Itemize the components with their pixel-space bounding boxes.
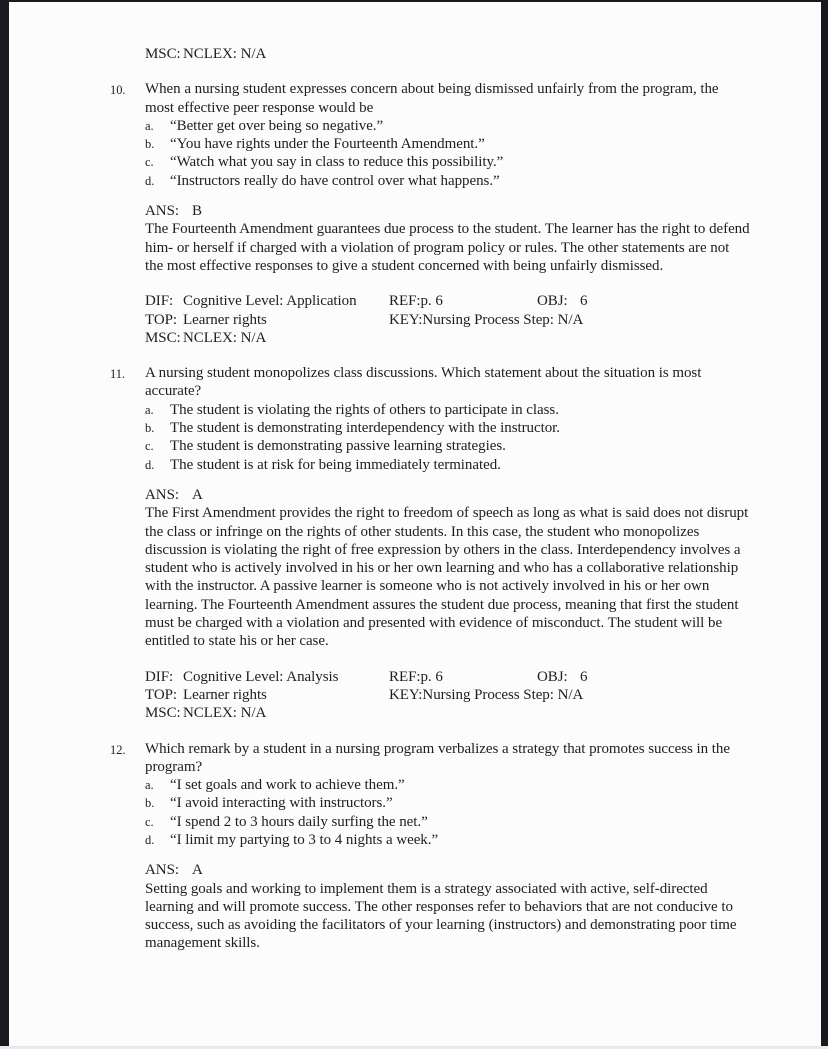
option-row [145, 794, 751, 812]
option-text: “I spend 2 to 3 hours daily surfing the net.” [170, 813, 428, 830]
option-row [145, 456, 751, 474]
meta-label: OBJ: [537, 293, 568, 310]
top-border [0, 0, 828, 2]
option-letter: d. [145, 173, 155, 188]
meta-value: p. 6 [420, 668, 443, 685]
answer-row [145, 486, 751, 504]
answer-label: ANS: [145, 486, 179, 503]
question-block-12 [110, 740, 751, 953]
meta-dif [145, 292, 389, 310]
option-row [145, 135, 751, 153]
meta-top [145, 686, 389, 704]
question-text: When a nursing student expresses concern about being dismissed unfairly from the program, the most effective peer response would be [145, 81, 719, 116]
rationale-text: The First Amendment provides the right to freedom of speech as long as what is said does not disrupt the class or infringe on the rights of other students. In this case, the student who monopolizes discussion is violating the right of free expression by others in the class. Interdependency involves a student who is actively involved in his or her own learning and who has a collaborative relationship with the instructor. A passive learner is someone who is not actively involved in his or her own learning. The Fourteenth Amendment assures the student due process, meaning that first the student must be charged with a violation and presented with evidence of misconduct. The student will be entitled to state his or her case. [145, 505, 749, 650]
question-head [110, 364, 751, 401]
meta-value: 6 [580, 668, 588, 685]
meta-msc [145, 329, 389, 347]
document-page [110, 45, 751, 953]
meta-value: 6 [580, 293, 588, 310]
option-text: “Watch what you say in class to reduce this possibility.” [170, 154, 504, 171]
option-text: “You have rights under the Fourteenth Amendment.” [170, 136, 485, 153]
meta-obj [537, 292, 751, 310]
meta-label: MSC: [145, 329, 181, 346]
option-row [145, 813, 751, 831]
meta-value: p. 6 [420, 293, 443, 310]
meta-label: MSC: [145, 705, 181, 722]
meta-label: TOP: [145, 311, 178, 328]
meta-value: NCLEX: N/A [183, 705, 267, 722]
question-block-11 [110, 364, 751, 722]
option-row [145, 831, 751, 849]
option-letter: a. [145, 402, 154, 417]
option-letter: a. [145, 118, 154, 133]
options-list [145, 401, 751, 474]
option-letter: c. [145, 814, 154, 829]
meta-value: Learner rights [183, 686, 267, 703]
right-border [821, 0, 828, 1049]
question-number: 10. [110, 83, 126, 98]
meta-obj [537, 668, 751, 686]
option-letter: d. [145, 457, 155, 472]
meta-top [145, 311, 389, 329]
carryover-meta-row [145, 45, 751, 63]
meta-label: REF: [389, 293, 421, 310]
answer-value: A [192, 486, 203, 503]
meta-value: NCLEX: N/A [183, 46, 267, 62]
meta-value: Nursing Process Step: N/A [422, 686, 584, 703]
options-list [145, 776, 751, 849]
meta-label: KEY: [389, 311, 423, 328]
options-list [145, 117, 751, 190]
left-border [0, 0, 9, 1049]
option-text: “Better get over being so negative.” [170, 117, 384, 134]
option-text: The student is demonstrating passive learning strategies. [170, 438, 506, 455]
option-letter: c. [145, 155, 154, 170]
question-text: Which remark by a student in a nursing program verbalizes a strategy that promotes success in the program? [145, 740, 730, 775]
meta-label: REF: [389, 668, 421, 685]
answer-label: ANS: [145, 203, 179, 220]
meta-label: KEY: [389, 686, 423, 703]
meta-label: TOP: [145, 686, 178, 703]
option-letter: b. [145, 421, 155, 436]
option-text: The student is at risk for being immediately terminated. [170, 456, 501, 473]
meta-label: MSC: [145, 46, 181, 62]
question-number: 12. [110, 742, 126, 757]
option-text: The student is demonstrating interdependency with the instructor. [170, 420, 560, 437]
meta-value: Cognitive Level: Application [183, 293, 357, 310]
option-text: “I limit my partying to 3 to 4 nights a week.” [170, 831, 439, 848]
option-letter: c. [145, 439, 154, 454]
meta-label: DIF: [145, 668, 174, 685]
answer-row [145, 861, 751, 879]
question-text: A nursing student monopolizes class discussions. Which statement about the situation is most accurate? [145, 365, 702, 400]
meta-dif [145, 668, 389, 686]
answer-label: ANS: [145, 862, 179, 879]
answer-row [145, 202, 751, 220]
meta-block [145, 292, 751, 347]
rationale-text: Setting goals and working to implement them is a strategy associated with active, self-directed learning and will promote success. The other responses refer to behaviors that are not conducive to success, such as avoiding the facilitators of your learning (instructors) and demonstrating poor time management skills. [145, 880, 737, 952]
answer-value: A [192, 862, 203, 879]
option-row [145, 172, 751, 190]
option-text: “I avoid interacting with instructors.” [170, 795, 393, 812]
option-row [145, 437, 751, 455]
meta-value: Cognitive Level: Analysis [183, 668, 339, 685]
meta-value: Nursing Process Step: N/A [422, 311, 584, 328]
option-row [145, 153, 751, 171]
question-block-10 [110, 80, 751, 347]
option-text: The student is violating the rights of others to participate in class. [170, 401, 559, 418]
option-text: “Instructors really do have control over what happens.” [170, 172, 500, 189]
meta-value: Learner rights [183, 311, 267, 328]
question-head [110, 80, 751, 117]
option-row [145, 776, 751, 794]
meta-ref [389, 292, 537, 310]
meta-msc [145, 704, 389, 722]
option-row [145, 419, 751, 437]
option-row [145, 401, 751, 419]
answer-value: B [192, 203, 202, 220]
meta-key [389, 311, 751, 329]
question-head [110, 740, 751, 777]
meta-label: DIF: [145, 293, 174, 310]
option-letter: b. [145, 137, 155, 152]
rationale-text: The Fourteenth Amendment guarantees due process to the student. The learner has the right to defend him- or herself if charged with a violation of program policy or rules. The other statements are not the most effective responses to give a student concerned with being unfairly dismissed. [145, 221, 750, 274]
option-text: “I set goals and work to achieve them.” [170, 777, 405, 794]
meta-label: OBJ: [537, 668, 568, 685]
meta-block [145, 668, 751, 723]
option-row [145, 117, 751, 135]
meta-key [389, 686, 751, 704]
meta-value: NCLEX: N/A [183, 329, 267, 346]
meta-ref [389, 668, 537, 686]
option-letter: b. [145, 796, 155, 811]
option-letter: a. [145, 778, 154, 793]
question-number: 11. [110, 367, 126, 382]
option-letter: d. [145, 832, 155, 847]
